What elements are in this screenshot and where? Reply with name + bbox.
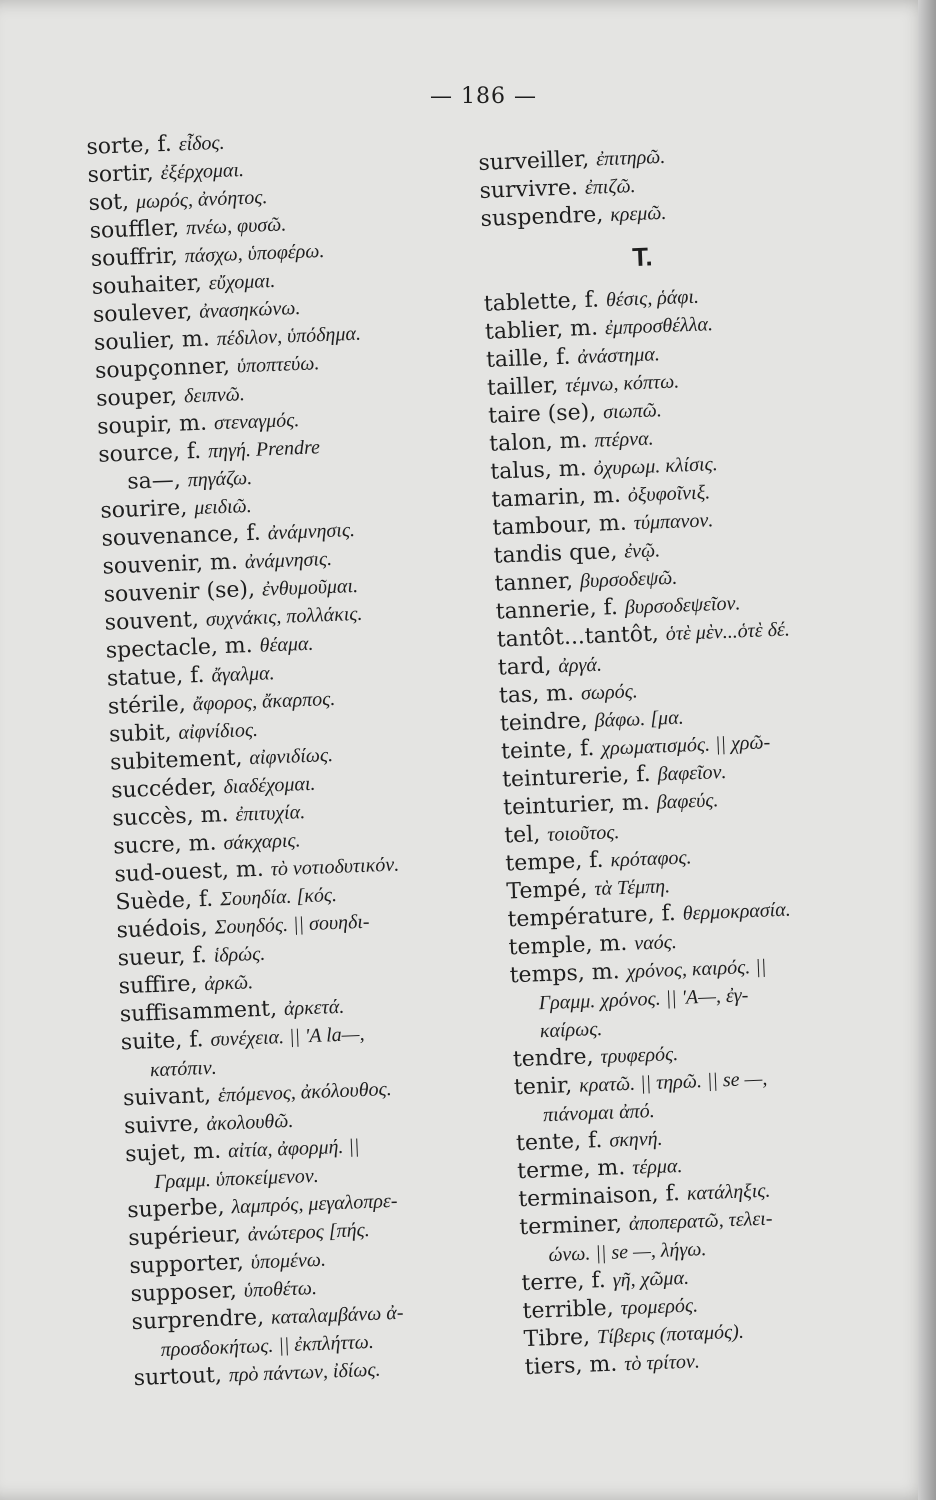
french-headword: talus, m. — [489, 456, 588, 485]
greek-translation: βυρσοδεψεῖον. — [624, 592, 741, 619]
greek-translation: ἀρκετά. — [283, 995, 345, 1021]
greek-translation: θέσις, ῥάφι. — [605, 285, 700, 312]
greek-translation: καίρως. — [539, 1017, 603, 1043]
french-headword: souhaiter, — [91, 270, 203, 300]
greek-translation: τὰ Τέμπη. — [593, 875, 671, 901]
greek-translation: βαφεύς. — [656, 789, 719, 814]
french-headword: tempe, f. — [504, 847, 605, 877]
french-headword: suivre, — [123, 1111, 201, 1140]
greek-translation: κατόπιν. — [149, 1056, 218, 1082]
greek-translation: ὑποπτεύω. — [236, 352, 320, 378]
greek-translation: τέμνω, κόπτω. — [564, 370, 680, 397]
greek-translation: καταλαμβάνω ἀ- — [270, 1301, 404, 1329]
french-headword: talon, m. — [488, 428, 588, 457]
greek-translation: αἰφνίδιος. — [178, 718, 259, 744]
greek-translation: βάφω. [μα. — [594, 706, 685, 732]
french-headword: spectacle, m. — [105, 632, 254, 664]
french-headword: tiers, m. — [524, 1351, 618, 1381]
french-headword: terminer, — [518, 1211, 623, 1241]
french-headword: tel, — [503, 822, 541, 849]
greek-translation: τοιοῦτος. — [546, 821, 620, 846]
french-headword: source, f. — [97, 438, 202, 468]
french-headword: taille, f. — [485, 344, 571, 373]
french-headword: soulever, — [92, 299, 193, 328]
greek-translation: χρωματισμός. || χρῶ- — [600, 731, 771, 760]
french-headword: supporter, — [129, 1249, 245, 1280]
french-headword: sot, — [88, 189, 130, 216]
french-headword: soupir, m. — [96, 410, 208, 440]
greek-translation: μειδιῶ. — [193, 494, 253, 520]
french-headword: souvent, — [104, 607, 200, 636]
greek-translation: βυρσοδεψῶ. — [579, 566, 678, 593]
greek-translation: κρατῶ. || τηρῶ. || se —, — [578, 1067, 768, 1097]
french-headword: sortir, — [87, 160, 155, 188]
french-headword: souffler, — [89, 215, 180, 244]
french-headword: surveiller, — [478, 146, 590, 176]
greek-translation: προσδοκήτως. || ἐκπλήττω. — [160, 1330, 375, 1362]
greek-translation: αἰτία, ἀφορμή. || — [227, 1135, 360, 1163]
french-headword: Tibre, — [523, 1324, 591, 1353]
greek-translation: σκηνή. — [608, 1127, 663, 1152]
greek-translation: πέδιλον, ὑπόδημα. — [216, 322, 362, 351]
french-headword: tenir, — [513, 1073, 573, 1101]
greek-translation: Γραμμ. ὑποκείμενον. — [153, 1164, 320, 1194]
french-headword: tambour, m. — [492, 510, 628, 541]
greek-translation: σάκχαρις. — [223, 829, 301, 855]
greek-translation: τέρμα. — [631, 1154, 683, 1179]
french-headword: teinturerie, f. — [501, 761, 652, 793]
greek-translation: θέαμα. — [259, 632, 314, 657]
section-letter: T. — [631, 241, 654, 273]
greek-translation: Γραμμ. χρόνος. || 'A—, ἐγ- — [538, 984, 749, 1015]
french-headword: succès, m. — [111, 802, 229, 832]
french-headword: temple, m. — [508, 930, 628, 961]
greek-translation: ἀκολουθῶ. — [206, 1109, 294, 1136]
greek-translation: διαδέχομαι. — [223, 772, 316, 799]
greek-translation: ώνω. || se —, λήγω. — [548, 1238, 707, 1267]
greek-translation: τὸ νοτιοδυτικόν. — [270, 853, 400, 881]
greek-translation: Σουηδός. || σουηδι- — [214, 910, 370, 939]
french-headword: tanner, — [494, 568, 574, 597]
french-headword: soupçonner, — [94, 353, 231, 384]
french-headword: superbe, — [126, 1194, 225, 1224]
greek-translation: στεναγμός. — [213, 409, 300, 435]
french-headword: tailler, — [486, 373, 559, 401]
french-headword: température, f. — [507, 900, 677, 933]
french-headword: Suède, f. — [115, 886, 214, 916]
french-headword: tandis que, — [493, 538, 618, 569]
french-headword: suffisamment, — [119, 996, 278, 1028]
greek-translation: ἐπιτηρῶ. — [595, 145, 666, 171]
greek-translation: ἐνθυμοῦμαι. — [261, 574, 359, 601]
french-headword: terre, f. — [521, 1267, 607, 1297]
greek-translation: συνέχεια. || 'A la—, — [210, 1022, 365, 1051]
right-column-entries — [483, 276, 905, 1382]
greek-translation: ἄφορος, ἄκαρπος. — [192, 687, 336, 716]
greek-translation: βαφεῖον. — [657, 760, 727, 786]
french-headword: tablette, f. — [483, 287, 600, 317]
french-headword: suffire, — [118, 971, 198, 1000]
french-headword: subit, — [108, 720, 172, 748]
greek-translation: ἀνάμνησις. — [244, 547, 333, 574]
greek-translation: ὀχυρωμ. κλίσις. — [593, 453, 719, 480]
greek-translation: τὸ τρίτον. — [623, 1350, 701, 1376]
french-headword: sueur, f. — [117, 942, 208, 972]
french-headword: teinturier, m. — [502, 789, 651, 821]
greek-translation: ναός. — [633, 930, 678, 955]
french-headword: tantôt...tantôt, — [496, 621, 660, 653]
french-headword: taire (se), — [487, 399, 597, 429]
greek-translation: πηγάζω. — [187, 466, 253, 492]
french-headword: sujet, m. — [124, 1138, 222, 1168]
greek-translation: συχνάκις, πολλάκις. — [205, 602, 363, 631]
french-headword: souvenir, m. — [102, 549, 239, 580]
greek-translation: κρεμῶ. — [609, 201, 667, 226]
greek-translation: γῆ, χῶμα. — [612, 1266, 690, 1292]
greek-translation: ὑποθέτω. — [243, 1276, 318, 1302]
greek-translation: πιάνομαι ἀπό. — [542, 1099, 656, 1127]
french-headword: tas, m. — [498, 680, 575, 709]
greek-translation: Σουηδία. [κός. — [219, 883, 338, 911]
greek-translation: αἰφνιδίως. — [248, 743, 334, 770]
french-headword: sucre, m. — [112, 830, 217, 860]
greek-translation: ἀνάστημα. — [577, 343, 661, 369]
greek-translation: ἀργά. — [558, 653, 603, 678]
french-headword: subitement, — [109, 745, 243, 776]
french-headword: sa—, — [126, 467, 182, 495]
greek-translation: ἐπιζῶ. — [584, 174, 637, 199]
greek-translation: ὑπομένω. — [250, 1248, 327, 1274]
greek-translation: ἀνάμνησις. — [267, 518, 356, 545]
french-headword: sourire, — [100, 495, 188, 524]
french-headword: souffrir, — [90, 243, 179, 272]
french-headword: sorte, f. — [86, 131, 173, 160]
greek-translation: τύμπανον. — [633, 509, 714, 535]
greek-translation: ἀρκῶ. — [203, 971, 254, 996]
french-headword: succéder, — [110, 774, 217, 804]
greek-translation: ὀξυφοῖνιξ. — [627, 481, 711, 507]
greek-translation: χρόνος, καιρός. || — [626, 955, 767, 983]
greek-translation: κατάληξις. — [686, 1179, 771, 1205]
greek-translation: πηγή. Prendre — [207, 436, 321, 463]
french-headword: sud-ouest, m. — [113, 856, 265, 888]
greek-translation: δειπνῶ. — [183, 383, 246, 408]
greek-translation: θερμοκρασία. — [682, 898, 792, 925]
french-headword: tard, — [497, 653, 552, 681]
french-headword: survivre. — [479, 175, 579, 204]
greek-translation: ἐξέρχομαι. — [160, 158, 245, 185]
french-headword: souvenance, f. — [101, 520, 262, 552]
greek-translation: τρομερός. — [620, 1294, 699, 1320]
french-headword: teinte, f. — [500, 735, 595, 765]
greek-translation: ἐνῷ. — [623, 539, 661, 563]
french-headword: tablier, m. — [484, 315, 599, 345]
french-headword: supposer, — [130, 1278, 238, 1308]
french-headword: suivant, — [122, 1082, 212, 1112]
french-headword: suspendre, — [480, 202, 604, 232]
greek-translation: τρυφερός. — [600, 1042, 679, 1068]
greek-translation: ἐπιτυχία. — [235, 801, 306, 826]
french-headword: temps, m. — [509, 959, 621, 989]
greek-translation: Τίβερις (ποταμός). — [596, 1320, 745, 1349]
greek-translation: ἱδρώς. — [213, 942, 266, 967]
book-spine-shadow — [918, 0, 936, 1500]
greek-translation: μωρός, ἀνόητος. — [135, 186, 268, 214]
greek-translation: πνέω, φυσῶ. — [185, 213, 287, 240]
greek-translation: εἶδος. — [178, 131, 225, 156]
french-headword: surprendre, — [131, 1305, 265, 1336]
greek-translation: πτέρνα. — [594, 427, 654, 452]
greek-translation: ἀνώτερος [πής. — [247, 1218, 371, 1246]
french-headword: stérile, — [107, 691, 187, 720]
greek-translation: ὁτὲ μὲν...ὁτὲ δέ. — [665, 618, 791, 646]
french-headword: suédois, — [116, 914, 209, 944]
french-headword: souper, — [95, 383, 178, 412]
french-headword: supérieur, — [127, 1221, 242, 1252]
french-headword: tente, f. — [515, 1127, 603, 1157]
greek-translation: κρόταφος. — [610, 846, 692, 872]
french-headword: terminaison, f. — [517, 1181, 681, 1213]
greek-translation: πάσχω, ὑποφέρω. — [184, 239, 325, 268]
left-column — [86, 120, 504, 1393]
french-headword: terme, m. — [516, 1155, 626, 1185]
greek-translation: ἀνασηκώνω. — [198, 296, 301, 323]
french-headword: soulier, m. — [93, 326, 211, 356]
right-column — [478, 135, 905, 1382]
greek-translation: εὔχομαι. — [208, 269, 276, 295]
greek-translation: πρὸ πάντων, ἰδίως. — [228, 1358, 381, 1387]
french-headword: surtout, — [133, 1362, 223, 1392]
french-headword: teindre, — [499, 708, 589, 737]
greek-translation: ἀποπερατῶ, τελει- — [628, 1207, 773, 1235]
page-number: — 186 — — [430, 84, 537, 109]
french-headword: Tempé, — [506, 876, 588, 905]
french-headword: statue, f. — [106, 662, 205, 692]
right-column-top-entries — [478, 135, 861, 234]
greek-translation: ἐμπροσθέλλα. — [604, 313, 714, 340]
greek-translation: ἄγαλμα. — [211, 662, 275, 687]
french-headword: tendre, — [512, 1044, 595, 1073]
french-headword: tannerie, f. — [495, 594, 619, 625]
greek-translation: σιωπῶ. — [602, 399, 663, 424]
french-headword: terrible, — [522, 1295, 615, 1325]
greek-translation: σωρός. — [580, 680, 639, 705]
french-headword: suite, f. — [120, 1027, 205, 1056]
french-headword: tamarin, m. — [490, 482, 622, 513]
greek-translation: ἑπόμενος, ἀκόλουθος. — [217, 1077, 393, 1107]
french-headword: souvenir (se), — [103, 576, 256, 608]
greek-translation: λαμπρός, μεγαλοπρε- — [231, 1189, 398, 1219]
